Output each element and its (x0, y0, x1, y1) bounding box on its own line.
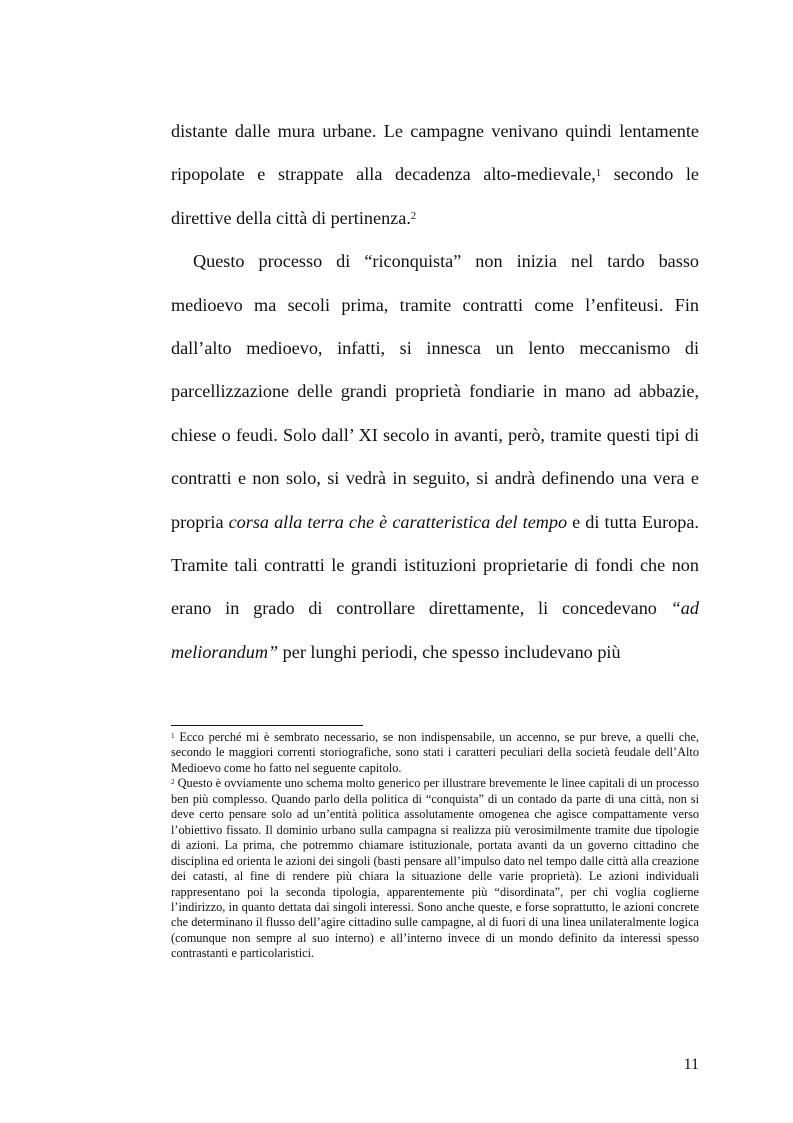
footnote-2 (171, 776, 699, 961)
footnote-ref-2: 2 (410, 211, 417, 223)
footnote-ref-1: 1 (595, 167, 602, 179)
page-number: 11 (683, 1056, 699, 1073)
paragraph-1 (171, 110, 699, 240)
paragraph-2-emphasis-a: corsa alla terra che è caratteristica del tempo (228, 511, 568, 532)
paragraph-1-text-a: distante dalle mura urbane. Le campagne venivano quindi lentamente ripopolate e strappate alla decadenza alto-medievale, (171, 121, 699, 185)
footnote-2-number: 2 (171, 778, 175, 787)
footnote-1 (171, 730, 699, 776)
paragraph-2-text-b: e di tutta Europa. Tramite tali contratti le grandi istituzioni proprietarie di fondi che non erano in grado di controllare direttamente, li concedevano (171, 511, 699, 619)
paragraph-2-text-a: Questo processo di “riconquista” non inizia nel tardo basso medioevo ma secoli prima, tramite contratti come l’enfiteusi. Fin dall’alto medioevo, infatti, si innesca un lento meccanismo di parcellizzazione delle grandi proprietà fondiarie in mano ad abbazie, chiese o feudi. Solo dall’ XI secolo in avanti, però, tramite questi tipi di contratti e non solo, si vedrà in seguito, si andrà definendo una vera e propria (171, 251, 699, 532)
footnote-2-text: Questo è ovviamente uno schema molto generico per illustrare brevemente le linee capitali di un processo ben più complesso. Quando parlo della politica di “conquista” di un contado da parte di una città, non si deve certo pensare solo ad un’entità politica assolutamente omogenea che agisce compattamente verso l’obiettivo fissato. Il dominio urbano sulla campagna si realizza più verosimilmente tramite due tipologie di azioni. La prima, che potremmo chiamare istituzionale, portata avanti da un governo cittadino che disciplina ed orienta le azioni dei singoli (basti pensare all’impulso dato nel tempo dalle città alla creazione dei catasti, al fine di rendere più chiara la situazione delle varie proprietà). Le azioni individuali rappresentano poi la seconda tipologia, apparentemente più “disordinata”, per chi voglia coglierne l’indirizzo, in quanto dettata dai singoli interessi. Sono anche queste, e forse soprattutto, le azioni concrete che determinano il flusso dell’agire cittadino sulle campagne, al di fuori di una linea unilateralmente logica (comunque non sempre al suo interno) e all’interno invece di un mondo definito da interessi spesso contrastanti e particolaristici. (171, 776, 699, 961)
footnote-1-number: 1 (171, 731, 175, 740)
footnotes (171, 730, 699, 962)
footnote-1-text: Ecco perché mi è sembrato necessario, se non indispensabile, un accenno, se pur breve, a quelli che, secondo le maggiori correnti storiografiche, sono stati i caratteri peculiari della società feudale dell’Alto Medioevo come ho fatto nel seguente capitolo. (171, 730, 699, 775)
paragraph-2 (171, 240, 699, 674)
paragraph-2-emphasis-b: “ad meliorandum” (171, 598, 699, 662)
footnote-divider (171, 725, 363, 726)
paragraph-1-text-b: secondo le direttive della città di pertinenza. (171, 164, 699, 228)
body-text (171, 110, 699, 674)
paragraph-2-text-c: per lunghi periodi, che spesso includevano più (278, 641, 621, 662)
